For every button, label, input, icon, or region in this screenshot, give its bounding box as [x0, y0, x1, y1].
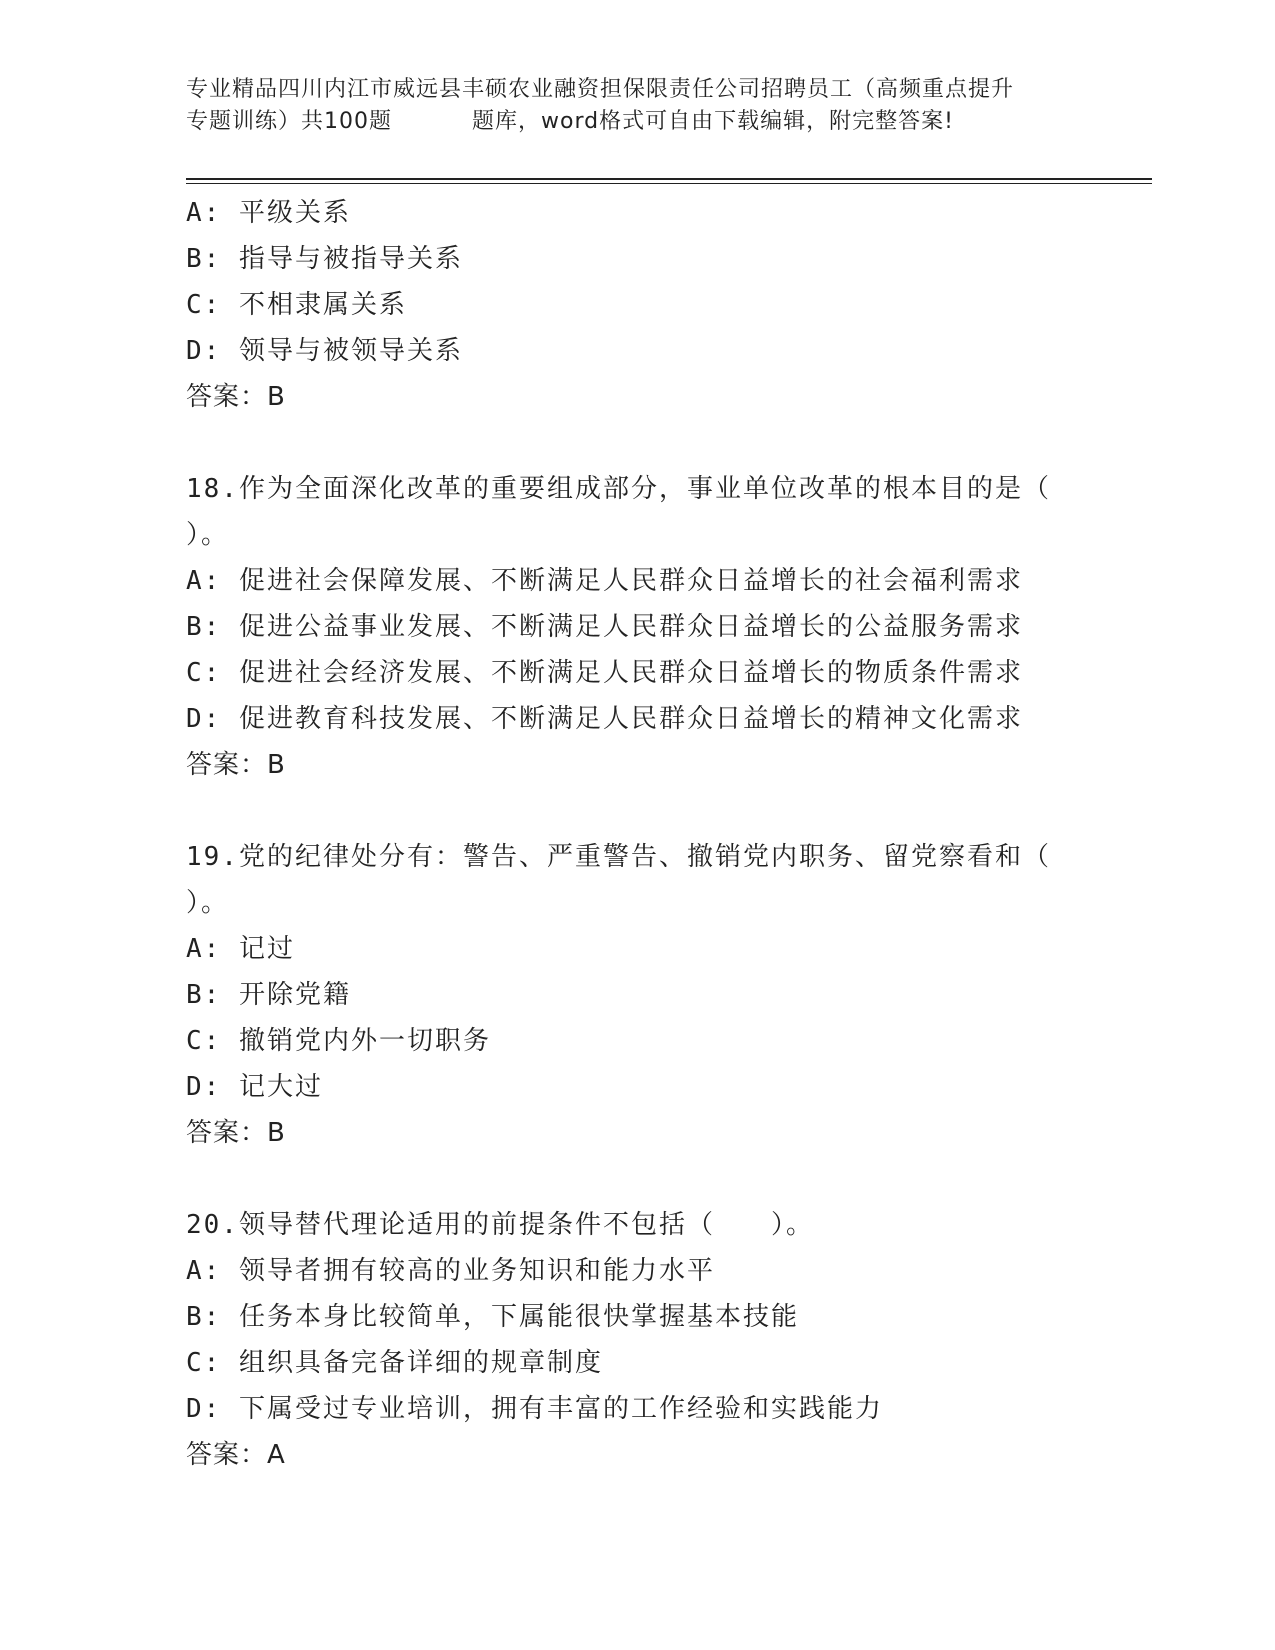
option-d: D: 记大过	[186, 1072, 323, 1102]
question-block-18	[186, 466, 1086, 788]
option-c: C: 组织具备完备详细的规章制度	[186, 1348, 603, 1378]
option-d: D: 促进教育科技发展、不断满足人民群众日益增长的精神文化需求	[186, 704, 1023, 734]
option-a: A: 平级关系	[186, 198, 351, 228]
option-c: C: 不相隶属关系	[186, 290, 407, 320]
header-line-1: 专业精品四川内江市威远县丰硕农业融资担保限责任公司招聘员工（高频重点提升	[186, 77, 1015, 102]
option-a: A: 记过	[186, 934, 295, 964]
option-c: C: 撤销党内外一切职务	[186, 1026, 491, 1056]
question-stem: 19.党的纪律处分有：警告、严重警告、撤销党内职务、留党察看和（	[186, 842, 1051, 872]
answer-line: 答案：B	[186, 1118, 286, 1148]
option-d: D: 下属受过专业培训，拥有丰富的工作经验和实践能力	[186, 1394, 883, 1424]
option-a: A: 促进社会保障发展、不断满足人民群众日益增长的社会福利需求	[186, 566, 1023, 596]
option-b: B: 指导与被指导关系	[186, 244, 463, 274]
header-line-2	[186, 106, 1086, 138]
answer-line: 答案：A	[186, 1440, 286, 1470]
question-block-17	[186, 190, 1086, 420]
question-stem-continuation: ）。	[186, 520, 230, 550]
option-a: A: 领导者拥有较高的业务知识和能力水平	[186, 1256, 715, 1286]
header-line-2-part-b: 题库，word格式可自由下载编辑，附完整答案!	[472, 109, 954, 134]
option-b: B: 任务本身比较简单，下属能很快掌握基本技能	[186, 1302, 799, 1332]
question-block-20	[186, 1202, 1086, 1478]
question-list	[186, 190, 1086, 1478]
document-header	[186, 74, 1086, 138]
question-stem: 20.领导替代理论适用的前提条件不包括（ ）。	[186, 1210, 814, 1240]
option-b: B: 开除党籍	[186, 980, 351, 1010]
header-rule-thin	[186, 183, 1152, 184]
answer-line: 答案：B	[186, 382, 286, 412]
question-block-19	[186, 834, 1086, 1156]
option-c: C: 促进社会经济发展、不断满足人民群众日益增长的物质条件需求	[186, 658, 1023, 688]
option-d: D: 领导与被领导关系	[186, 336, 463, 366]
answer-line: 答案：B	[186, 750, 286, 780]
question-stem: 18.作为全面深化改革的重要组成部分，事业单位改革的根本目的是（	[186, 474, 1051, 504]
header-rule-thick	[186, 178, 1152, 180]
option-b: B: 促进公益事业发展、不断满足人民群众日益增长的公益服务需求	[186, 612, 1023, 642]
header-line-2-part-a: 专题训练）共100题	[186, 109, 392, 134]
question-stem-continuation: ）。	[186, 888, 230, 918]
